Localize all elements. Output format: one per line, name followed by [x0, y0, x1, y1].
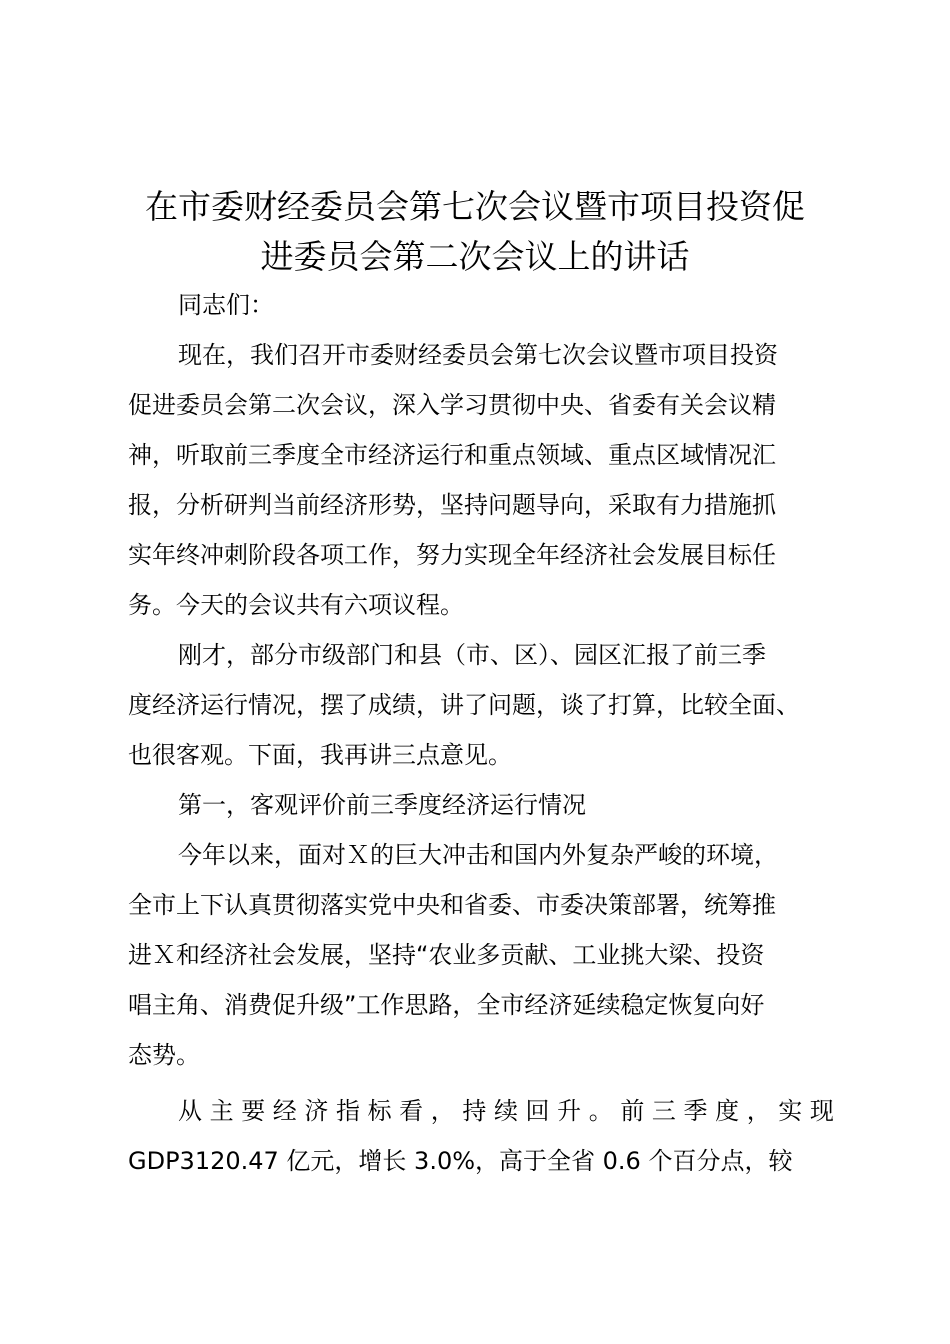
paragraph-line: 务。今天的会议共有六项议程。 [128, 591, 464, 619]
paragraph-line: 今年以来，面对Ｘ的巨大冲击和国内外复杂严峻的环境， [178, 841, 778, 869]
justified-char: 前 [620, 1097, 645, 1125]
justified-char: 三 [651, 1097, 676, 1125]
justified-char: 回 [525, 1097, 550, 1125]
paragraph-reports [128, 630, 834, 780]
justified-char: 指 [335, 1097, 360, 1125]
justified-char: 续 [493, 1097, 518, 1125]
paragraph-line: 唱主角、消费促升级”工作思路，全市经济延续稳定恢复向好 [128, 991, 765, 1019]
paragraph-line: 刚才，部分市级部门和县（市、区）、园区汇报了前三季 [178, 641, 766, 669]
paragraph-line: 度经济运行情况，摆了成绩，讲了问题，谈了打算，比较全面、 [128, 691, 800, 719]
salutation [128, 280, 834, 330]
justified-char: 济 [304, 1097, 329, 1125]
paragraph-situation [128, 830, 834, 1080]
justified-char: 从 [178, 1097, 202, 1125]
paragraph-line-justified [128, 1086, 834, 1136]
title-line-1: 在市委财经委员会第七次会议暨市项目投资促 [145, 187, 805, 226]
justified-char: 季 [683, 1097, 708, 1125]
justified-char: 升 [557, 1097, 582, 1125]
justified-text [178, 1086, 834, 1136]
justified-char: 实 [778, 1097, 803, 1125]
salutation-text: 同志们： [178, 291, 274, 319]
paragraph-line: 促进委员会第二次会议，深入学习贯彻中央、省委有关会议精 [128, 391, 776, 419]
paragraph-line: 报，分析研判当前经济形势，坚持问题导向，采取有力措施抓 [128, 491, 776, 519]
justified-char: 看 [399, 1097, 424, 1125]
justified-char: 标 [367, 1097, 392, 1125]
paragraph-line: GDP3120.47 亿元，增长 3.0%，高于全省 0.6 个百分点，较 [128, 1147, 793, 1175]
document-body [128, 280, 834, 1186]
justified-char: 。 [588, 1097, 613, 1125]
title-line-2: 进委员会第二次会议上的讲话 [260, 237, 690, 276]
justified-char: ， [746, 1097, 771, 1125]
justified-char: 度 [715, 1097, 740, 1125]
paragraph-line: 神，听取前三季度全市经济运行和重点领域、重点区域情况汇 [128, 441, 776, 469]
document-title [112, 182, 838, 282]
section-heading-text: 第一，客观评价前三季度经济运行情况 [178, 791, 586, 819]
justified-char: 现 [809, 1097, 834, 1125]
paragraph-opening [128, 330, 834, 630]
justified-char: ， [430, 1097, 455, 1125]
paragraph-indicators [128, 1086, 834, 1186]
paragraph-line: 态势。 [128, 1041, 200, 1069]
paragraph-line: 进Ｘ和经济社会发展，坚持“农业多贡献、工业挑大梁、投资 [128, 941, 765, 969]
paragraph-line: 实年终冲刺阶段各项工作，努力实现全年经济社会发展目标任 [128, 541, 776, 569]
justified-char: 主 [209, 1097, 234, 1125]
section-heading-1 [128, 780, 834, 830]
justified-char: 要 [241, 1097, 266, 1125]
paragraph-line: 也很客观。下面，我再讲三点意见。 [128, 741, 512, 769]
paragraph-line: 全市上下认真贯彻落实党中央和省委、市委决策部署，统筹推 [128, 891, 776, 919]
paragraph-line: 现在，我们召开市委财经委员会第七次会议暨市项目投资 [178, 341, 778, 369]
justified-char: 经 [272, 1097, 297, 1125]
justified-char: 持 [462, 1097, 487, 1125]
